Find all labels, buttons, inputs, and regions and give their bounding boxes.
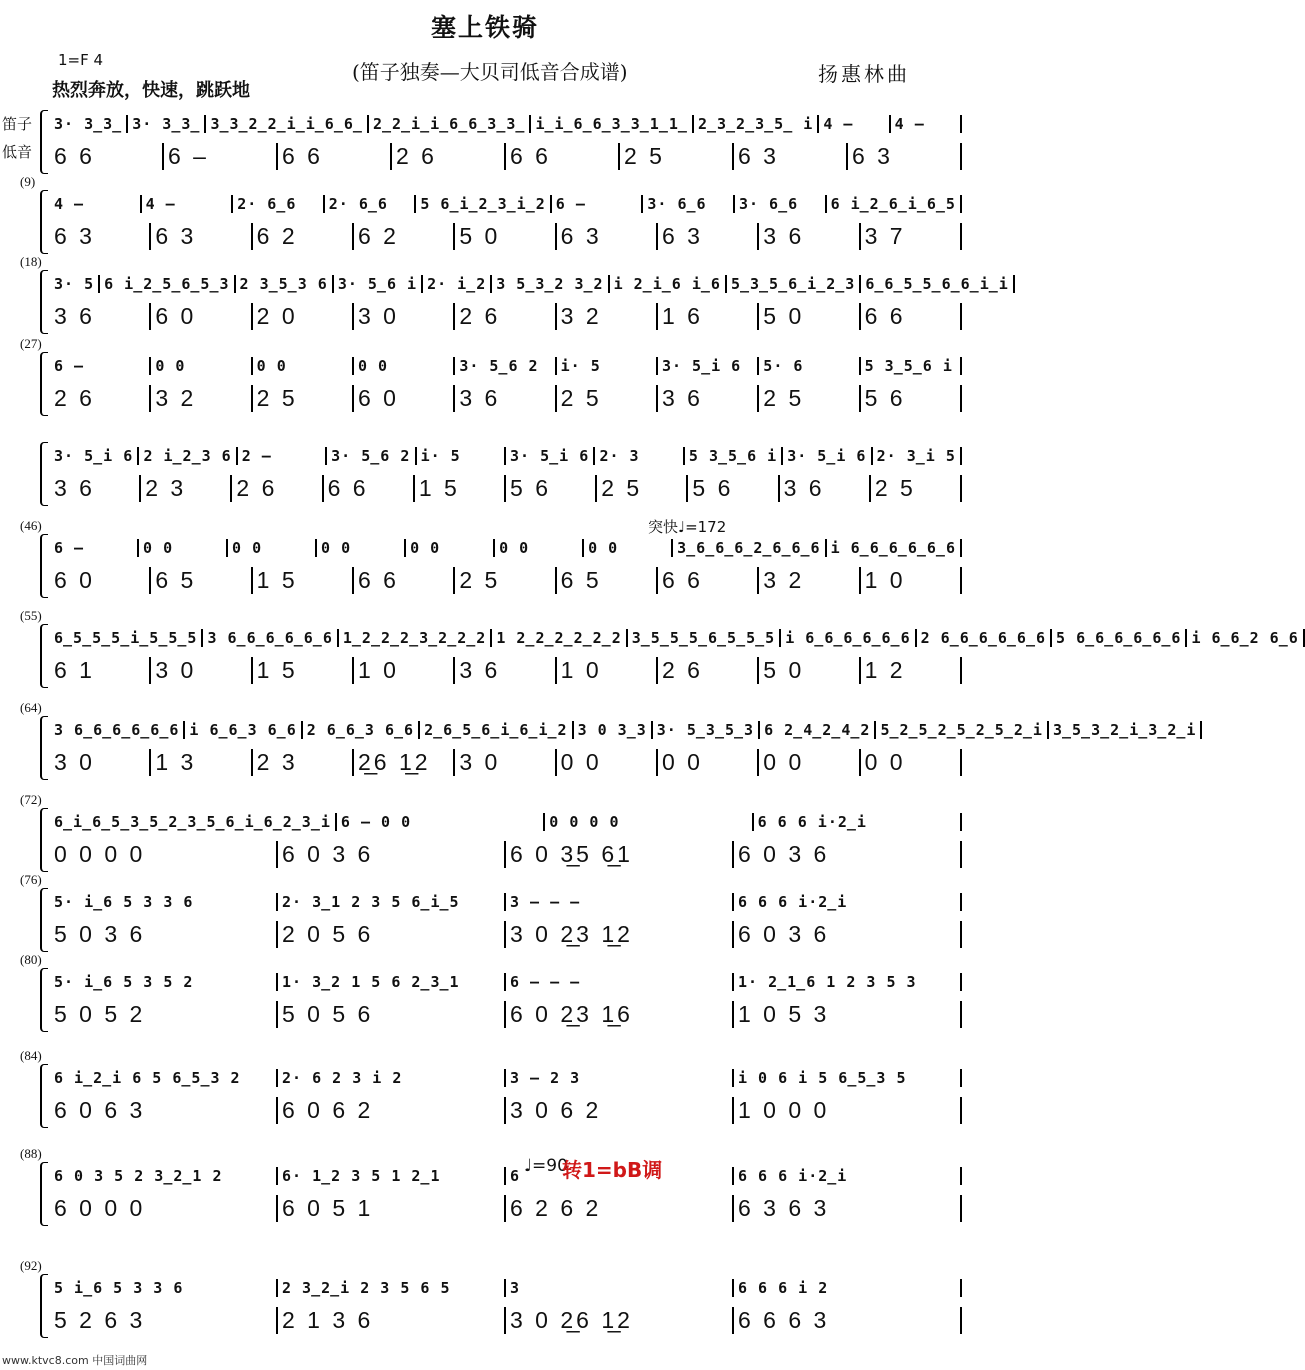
measure: 6 3 (658, 223, 759, 250)
measure: 3 6 (50, 303, 151, 330)
system-brace (40, 808, 48, 872)
measure: 3 6 (455, 657, 556, 684)
measure: 2 6 (392, 143, 506, 170)
measure: 2 3 (141, 475, 232, 502)
measure: 6 6 (658, 567, 759, 594)
measure: 6 0 0 0 (50, 1195, 278, 1222)
measure: 1 5 (253, 567, 354, 594)
measure: 0 0 0 0 (50, 841, 278, 868)
measure: 6 0 3 6 (734, 921, 962, 948)
measure: 6 i̲2̲5̲6̲5̲3 (100, 275, 235, 293)
measure: 5 0 (759, 657, 860, 684)
key-signature: 1=F 4 (58, 51, 104, 69)
flute-staff (50, 188, 962, 220)
measure: 3 6̲6̲6̲6̲6̲6 (203, 629, 338, 647)
measure: 6 0 (354, 385, 455, 412)
measure: 4 – (819, 115, 890, 133)
measure: 2 5 (597, 475, 688, 502)
measure: 5 6 (688, 475, 779, 502)
flute-staff (50, 268, 1009, 300)
bass-staff (50, 140, 962, 172)
measure: 6 3 (50, 223, 151, 250)
tempo-marking: 热烈奔放，快速，跳跃地 (52, 80, 250, 101)
measure: 2 5 (455, 567, 556, 594)
measure: 2 6 (50, 385, 151, 412)
measure: 5 6 (861, 385, 962, 412)
measure: 0 0 (861, 749, 962, 776)
measure: 6̲5̲5̲5̲i̲5̲5̲5 (50, 629, 203, 647)
system-number: (72) (20, 792, 42, 807)
measure: 0 0 (317, 539, 406, 557)
measure: 2 5 (759, 385, 860, 412)
measure: 6 2 6 2 (506, 1195, 734, 1222)
measure: 3 0 (354, 303, 455, 330)
measure: 1 2 (861, 657, 962, 684)
measure: 6 6 6 i 2 (734, 1279, 962, 1297)
measure: 2̲6 1̲2 (354, 749, 455, 776)
measure: 3 2 (557, 303, 658, 330)
measure: 1· 3̲2 1 5 6 2̲3̲1 (278, 973, 506, 991)
measure: 5· i̲6 5 3 3 6 (50, 893, 278, 911)
system-brace (40, 1162, 48, 1226)
measure: 6 6 (861, 303, 962, 330)
flute-staff (50, 622, 1299, 654)
measure: 0 0 (759, 749, 860, 776)
measure: 3· 6̲6 (643, 195, 735, 213)
measure: 3 0 2̲6 1̲2 (506, 1307, 734, 1334)
measure: 2̲6̲5̲6̲i̲6̲i̲2 (420, 721, 573, 739)
measure: 3̲3̲2̲2̲i̲i̲6̲6̲ (206, 115, 369, 133)
measure: 3 0 2̲3 1̲2 (506, 921, 734, 948)
system-number: (76) (20, 872, 42, 887)
measure: i 6̲6̲6̲6̲6̲6 (827, 539, 962, 557)
flute-staff (50, 1272, 962, 1304)
measure: 6 0 6 2 (278, 1097, 506, 1124)
measure: 4 – (142, 195, 234, 213)
bass-staff (50, 220, 962, 252)
flute-label: 笛子 (2, 115, 33, 133)
measure: 5· 6 (759, 357, 860, 375)
score-subtitle: (笛子独奏—大贝司低音合成谱) (352, 60, 628, 84)
measure: 6 3 6 3 (734, 1195, 962, 1222)
flute-staff (50, 1062, 962, 1094)
composer: 扬惠林曲 (818, 62, 910, 86)
measure: 0 0 0 0 (545, 813, 753, 831)
measure: 6 0 5 1 (278, 1195, 506, 1222)
measure: 6 0 3̲5 6̲1 (506, 841, 734, 868)
measure: 3· 5̲i 6 (658, 357, 759, 375)
measure: 0 0 (406, 539, 495, 557)
measure: 6 6 (506, 143, 620, 170)
measure: 5 0 5 6 (278, 1001, 506, 1028)
measure: 0 0 (495, 539, 584, 557)
key-change: 转1=bB调 (562, 1158, 663, 1182)
system-number: (92) (20, 1258, 42, 1273)
measure: 0 0 (151, 357, 252, 375)
system-brace (40, 1064, 48, 1128)
measure: 3̲6̲6̲6̲2̲6̲6̲6 (673, 539, 826, 557)
measure: 6 6 6 i·2̲i (734, 893, 962, 911)
measure: 2 – (238, 447, 327, 465)
measure: 2 3 (253, 749, 354, 776)
bass-staff (50, 472, 962, 504)
accelerando-mark: 突快♩=172 (648, 518, 727, 536)
flute-staff (50, 714, 1197, 746)
measure: 6 6 6 3 (734, 1307, 962, 1334)
measure: 2̲3̲2̲3̲5̲ i (694, 115, 819, 133)
measure: 6 i̲2̲i 6 5 6̲5̲3 2 (50, 1069, 278, 1087)
measure: 2 6 (232, 475, 323, 502)
measure: 2· 3̲i 5 (873, 447, 962, 465)
measure: 3 0 (50, 749, 151, 776)
bass-staff (50, 1094, 962, 1126)
measure: 5 i̲6 5 3 3 6 (50, 1279, 278, 1297)
measure: 5 3̲5̲6 i (685, 447, 783, 465)
measure: 6· 1̲2 3 5 1 2̲1 (278, 1167, 506, 1185)
measure: 6 3 (734, 143, 848, 170)
measure: 5· i̲6 5 3 5 2 (50, 973, 278, 991)
measure: 6 – (50, 357, 151, 375)
measure: 5̲2̲5̲2̲5̲2̲5̲2̲i (876, 721, 1049, 739)
measure: 3 2 (759, 567, 860, 594)
measure: i 2̲i̲6 i̲6 (610, 275, 727, 293)
measure: 6 0 3 6 (278, 841, 506, 868)
measure: 6 – (552, 195, 644, 213)
measure: i 6̲6̲2 6̲6 (1187, 629, 1304, 647)
measure: 2 6 (455, 303, 556, 330)
measure: 3 0 (151, 657, 252, 684)
measure: 2· 3̲1 2 3 5 6̲i̲5 (278, 893, 506, 911)
measure: 5 0 5 2 (50, 1001, 278, 1028)
system-number: (80) (20, 952, 42, 967)
measure: 0 0 (139, 539, 228, 557)
measure: i· 5 (557, 357, 658, 375)
measure: 3 6 (759, 223, 860, 250)
measure: 1 3 (151, 749, 252, 776)
measure: 5 0 (759, 303, 860, 330)
measure: 6 2̲4̲2̲4̲2 (760, 721, 876, 739)
measure: 1 5 (253, 657, 354, 684)
measure: 3 6 (658, 385, 759, 412)
measure: 3· 5̲i 6 (783, 447, 872, 465)
measure: 1 0 (861, 567, 962, 594)
measure: 0 0 (354, 357, 455, 375)
flute-staff (50, 966, 962, 998)
measure: 2 0 (253, 303, 354, 330)
measure: 6 (506, 1167, 734, 1185)
measure: 3 6 (455, 385, 556, 412)
measure: 3̲5̲5̲5̲6̲5̲5̲5 (628, 629, 781, 647)
bass-staff (50, 300, 962, 332)
measure: 2 1 3 6 (278, 1307, 506, 1334)
measure: 6 – (50, 539, 139, 557)
measure: 1 0 0 0 (734, 1097, 962, 1124)
system-number: (46) (20, 518, 42, 533)
measure: 2 5 (557, 385, 658, 412)
measure: 5 6 (506, 475, 597, 502)
system-number: (18) (20, 254, 42, 269)
flute-staff (50, 1160, 962, 1192)
measure: 5 0 (455, 223, 556, 250)
system-brace (40, 352, 48, 416)
measure: 0 0 (253, 357, 354, 375)
system-brace (40, 716, 48, 780)
measure: 5 6̲6̲6̲6̲6̲6 (1052, 629, 1187, 647)
measure: 6 6 (324, 475, 415, 502)
score-title: 塞上铁骑 (430, 13, 539, 42)
measure: 3· 6̲6 (735, 195, 827, 213)
measure: 5 6̲i̲2̲3̲i̲2 (416, 195, 551, 213)
bass-staff (50, 654, 962, 686)
measure: 3 6̲6̲6̲6̲6̲6 (50, 721, 185, 739)
measure: 6 6 6 i·2̲i (754, 813, 962, 831)
measure: 0 0 (584, 539, 673, 557)
flute-staff (50, 532, 962, 564)
system-brace (40, 968, 48, 1032)
measure: 2 5 (620, 143, 734, 170)
measure: 3· 5̲6 2 (455, 357, 556, 375)
bass-staff (50, 564, 962, 596)
measure: 6 0 (50, 567, 151, 594)
system-brace (40, 110, 48, 174)
flute-staff (50, 108, 962, 140)
measure: 6 0 3 6 (734, 841, 962, 868)
system-brace (40, 1274, 48, 1338)
measure: i̲i̲6̲6̲3̲3̲1̲1̲ (531, 115, 694, 133)
system-brace (40, 190, 48, 254)
measure: 6 – – – (506, 973, 734, 991)
flute-staff (50, 886, 962, 918)
measure: i 6̲6̲6̲6̲6̲6 (781, 629, 916, 647)
measure: 6 3 (151, 223, 252, 250)
tempo-change: ♩=90 (524, 1156, 568, 1176)
measure: 6̲6̲5̲5̲6̲6̲i̲i (861, 275, 1014, 293)
measure: 2 6̲6̲6̲6̲6̲6 (917, 629, 1052, 647)
measure: 2· 3 (595, 447, 684, 465)
measure: 3 6 (50, 475, 141, 502)
flute-staff (50, 350, 962, 382)
system-number: (84) (20, 1048, 42, 1063)
bass-staff (50, 1192, 962, 1224)
measure: 6 0 6 3 (50, 1097, 278, 1124)
bass-staff (50, 998, 962, 1030)
system-brace (40, 442, 48, 506)
bass-staff (50, 382, 962, 414)
measure: 3 – 2 3 (506, 1069, 734, 1087)
measure: 3 2 (151, 385, 252, 412)
measure: 6 5 (151, 567, 252, 594)
measure: 6 2 (354, 223, 455, 250)
flute-staff (50, 806, 962, 838)
measure: 1̲2̲2̲2̲3̲2̲2̲2 (339, 629, 492, 647)
measure: 1 0 (354, 657, 455, 684)
bass-label: 低音 (2, 143, 33, 161)
measure: 2 6̲6̲3 6̲6 (303, 721, 420, 739)
system-number: (55) (20, 608, 42, 623)
measure: 6 6 (50, 143, 164, 170)
measure: 3· 5̲3̲5̲3 (653, 721, 760, 739)
measure: 6 6 6 i·2̲i (734, 1167, 962, 1185)
measure: 3 0 6 2 (506, 1097, 734, 1124)
measure: 6 0 (151, 303, 252, 330)
measure: 3· 5̲i 6 (50, 447, 139, 465)
measure: 6 1 (50, 657, 151, 684)
measure: 1 0 (557, 657, 658, 684)
system-brace (40, 534, 48, 598)
measure: 3· 5̲6 2 (327, 447, 416, 465)
measure: 2̲2̲i̲i̲6̲6̲3̲3̲ (369, 115, 532, 133)
measure: 0 0 (658, 749, 759, 776)
measure: 3 – – – (506, 893, 734, 911)
measure: 0 0 (557, 749, 658, 776)
measure: 2· 6̲6 (325, 195, 417, 213)
measure: 2 3̲5̲3 6 (236, 275, 334, 293)
measure: 6 i̲2̲6̲i̲6̲5 (827, 195, 962, 213)
measure: 3· 3̲3̲ (50, 115, 128, 133)
measure: 2· 6 2 3 i 2 (278, 1069, 506, 1087)
system-number: (88) (20, 1146, 42, 1161)
measure: 1 5 (415, 475, 506, 502)
measure: 3 0 (455, 749, 556, 776)
measure: 1· 2̲1̲6 1 2 3 5 3 (734, 973, 962, 991)
measure: i 6̲6̲3 6̲6 (185, 721, 302, 739)
measure: 5̲3̲5̲6̲i̲2̲3 (727, 275, 861, 293)
measure: 6 0 3 5 2 3̲2̲1 2 (50, 1167, 278, 1185)
measure: 3 (506, 1279, 734, 1297)
measure: 6̲i̲6̲5̲3̲5̲2̲3̲5̲6̲i̲6̲2̲3̲i (50, 813, 337, 831)
measure: 0 0 (228, 539, 317, 557)
measure: i 0 6 i 5 6̲5̲3 5 (734, 1069, 962, 1087)
measure: 3· 5̲6 i (334, 275, 423, 293)
measure: 5 3̲5̲6 i (861, 357, 962, 375)
measure: 3· 3̲3̲ (128, 115, 206, 133)
measure: 2 i̲2̲3 6 (139, 447, 237, 465)
system-brace (40, 270, 48, 334)
system-brace (40, 888, 48, 952)
measure: 2 5 (871, 475, 962, 502)
measure: 2· i̲2 (423, 275, 492, 293)
measure: 5 2 6 3 (50, 1307, 278, 1334)
measure: 3· 5̲i 6 (506, 447, 595, 465)
system-number: (64) (20, 700, 42, 715)
measure: 6 – (164, 143, 278, 170)
measure: 4 – (891, 115, 962, 133)
measure: 6 6 (354, 567, 455, 594)
measure: 6 3 (557, 223, 658, 250)
measure: 6 0 2̲3 1̲6 (506, 1001, 734, 1028)
measure: 6 5 (557, 567, 658, 594)
system-number: (9) (20, 174, 36, 189)
measure: 5 0 3 6 (50, 921, 278, 948)
bass-staff (50, 838, 962, 870)
measure: 3 6 (780, 475, 871, 502)
measure: 6 3 (848, 143, 962, 170)
measure: 2 5 (253, 385, 354, 412)
measure: 2 3̲2̲i 2 3 5 6 5 (278, 1279, 506, 1297)
measure: i· 5 (417, 447, 506, 465)
bass-staff (50, 1304, 962, 1336)
system-brace (40, 624, 48, 688)
measure: 6 – 0 0 (337, 813, 545, 831)
footer-watermark: www.ktvc8.com 中国词曲网 (2, 1354, 148, 1367)
measure: 3 5̲3̲2 3̲2 (492, 275, 609, 293)
measure: 1 6 (658, 303, 759, 330)
measure: 1 2̲2̲2̲2̲2̲2 (492, 629, 627, 647)
bass-staff (50, 918, 962, 950)
measure: 3 7 (861, 223, 962, 250)
measure: 4 – (50, 195, 142, 213)
measure: 1 0 5 3 (734, 1001, 962, 1028)
measure: 2 6 (658, 657, 759, 684)
measure: 3̲5̲3̲2̲i̲3̲2̲i (1049, 721, 1202, 739)
measure: 3 0 3̲3 (574, 721, 653, 739)
measure: 6 2 (253, 223, 354, 250)
system-number: (27) (20, 336, 42, 351)
flute-staff (50, 440, 962, 472)
measure: 2· 6̲6 (233, 195, 325, 213)
measure: 6 6 (278, 143, 392, 170)
measure: 2 0 5 6 (278, 921, 506, 948)
bass-staff (50, 746, 962, 778)
measure: 3· 5 (50, 275, 100, 293)
